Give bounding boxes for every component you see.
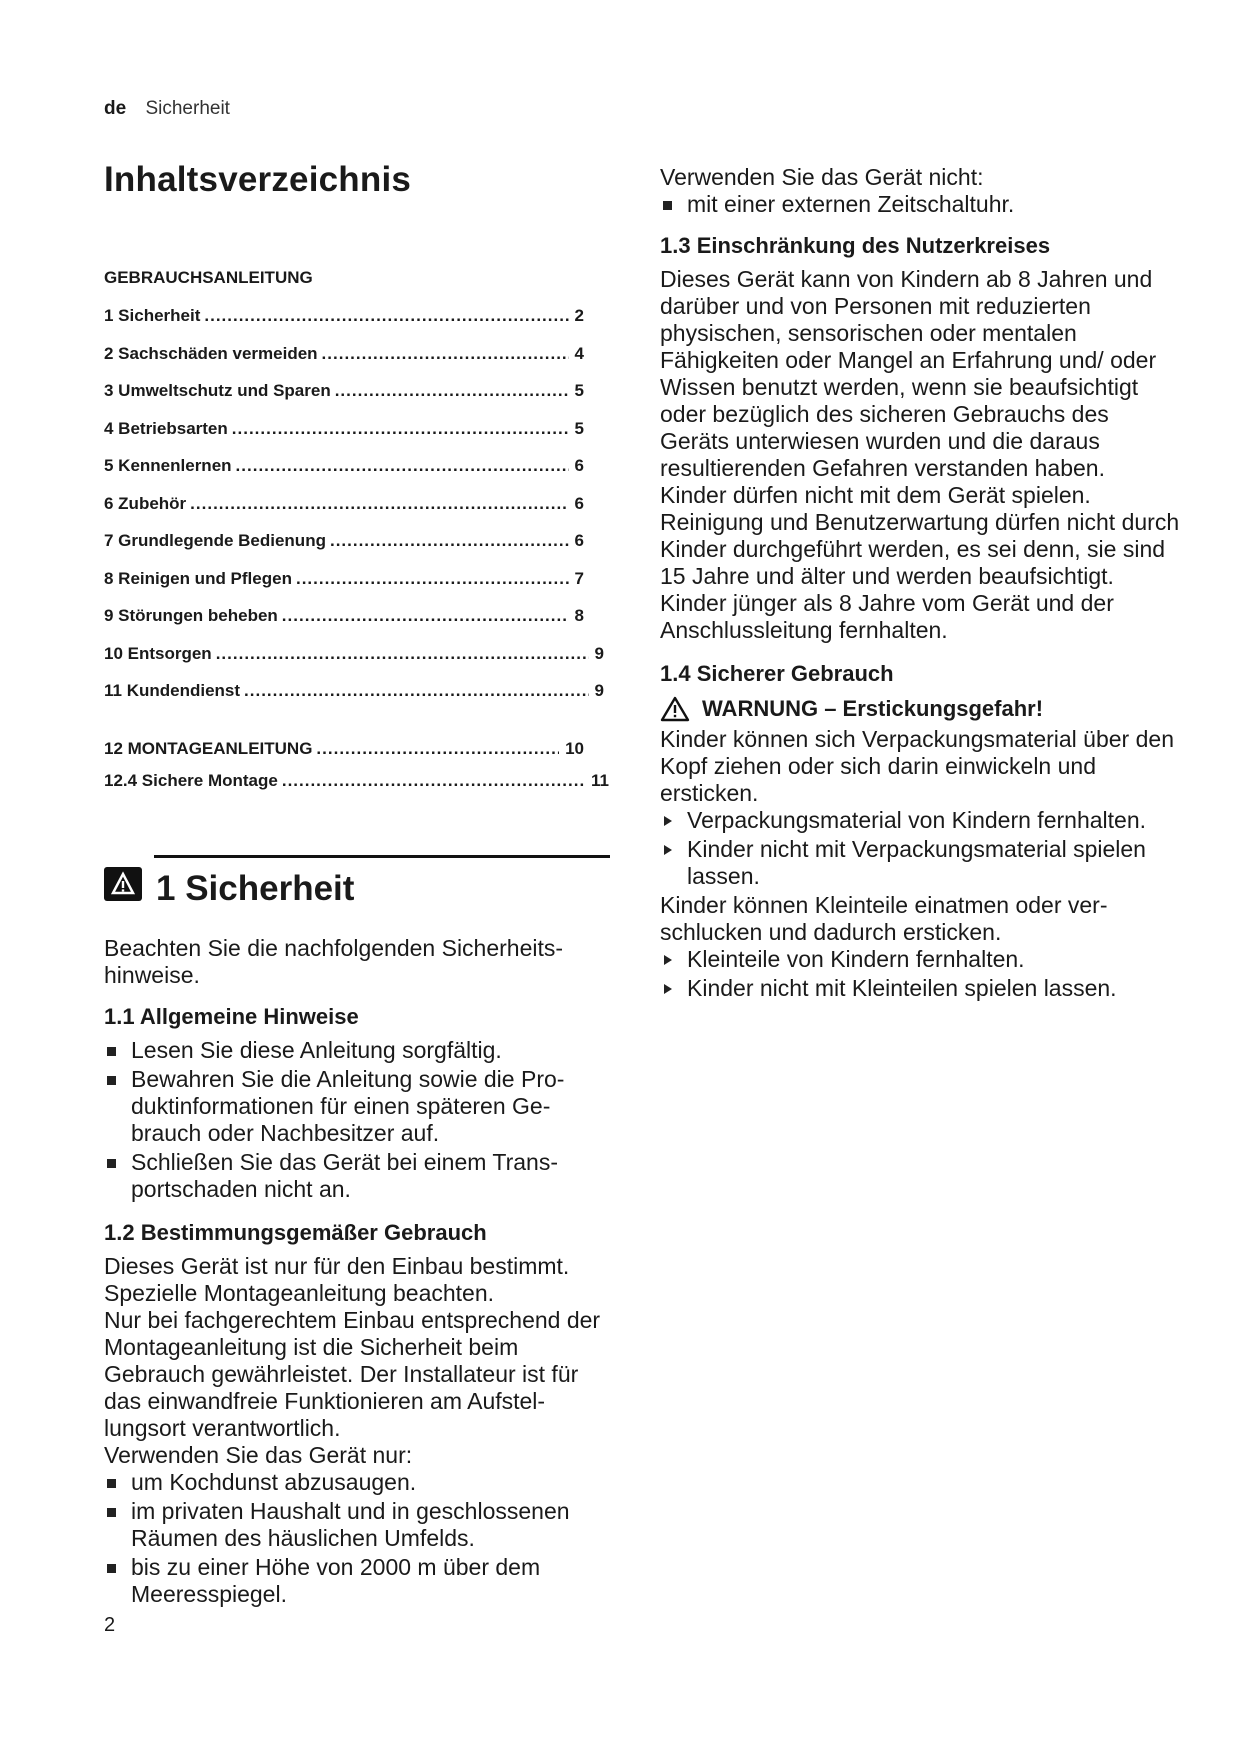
paragraph: Kinder dürfen nicht mit dem Gerät spielen. <box>660 482 1091 508</box>
toc-heading: GEBRAUCHSANLEITUNG <box>104 268 313 287</box>
action-item: Kinder nicht mit Verpackungsmaterial spielen lassen. <box>660 836 1180 890</box>
warning-heading <box>660 696 1180 722</box>
header-section: Sicherheit <box>145 98 230 119</box>
list-item: Bewahren Sie die Anleitung sowie die Produktinformationen für einen späteren Gebrauch oder Nachbesitzer auf. <box>104 1066 604 1147</box>
toc-entry[interactable]: 1 Sicherheit ..... 2 <box>104 306 584 344</box>
paragraph: Nur bei fachgerechtem Einbau entsprechend der Montageanleitung ist die Sicherheit beim Gebrauch gewährleistet. Der Installateur ist für das einwandfreie Funktionieren am Aufstellungsort verantwortlich. <box>104 1306 601 1441</box>
toc-title: Inhaltsverzeichnis <box>104 160 412 199</box>
paragraph: Verwenden Sie das Gerät nur: <box>104 1441 413 1468</box>
general-notes-list <box>104 1037 604 1203</box>
right-column <box>660 164 1180 1004</box>
paragraph: Verwenden Sie das Gerät nicht: <box>660 164 984 190</box>
toc-entry[interactable]: 8 Reinigen und Pflegen ..... 7 <box>104 569 584 607</box>
paragraph: Dieses Gerät ist nur für den Einbau bestimmt. Spezielle Montageanleitung beachten. <box>104 1252 570 1306</box>
warning-text: WARNUNG – Erstickungsgefahr! <box>702 696 1044 721</box>
toc-entry[interactable]: 7 Grundlegende Bedienung ..... 6 <box>104 531 584 569</box>
list-item: im privaten Haushalt und in geschlossenen Räumen des häuslichen Umfelds. <box>104 1498 604 1552</box>
toc-list <box>104 306 609 803</box>
list-item: Lesen Sie diese Anleitung sorgfältig. <box>104 1037 604 1064</box>
intended-use-list <box>104 1469 604 1608</box>
subsection-title: 1.4 Sicherer Gebrauch <box>660 661 894 686</box>
toc-entry[interactable]: 5 Kennenlernen ..... 6 <box>104 456 584 494</box>
intro-text: Beachten Sie die nachfolgenden Sicherheitshinweise. <box>104 934 564 988</box>
paragraph: Kinder können sich Verpackungsmaterial über den Kopf ziehen oder sich darin einwickeln und ersticken. <box>660 726 1174 806</box>
language-code: de <box>104 98 127 119</box>
section-rule <box>154 855 610 858</box>
toc-entry[interactable]: 10 Entsorgen ..... 9 <box>104 644 604 682</box>
list-item: mit einer externen Zeitschaltuhr. <box>660 191 1180 218</box>
subsection-title: 1.3 Einschränkung des Nutzerkreises <box>660 233 1051 258</box>
toc-entry[interactable]: 9 Störungen beheben ..... 8 <box>104 606 584 644</box>
paragraph: Reinigung und Benutzerwartung dürfen nicht durch Kinder durchgeführt werden, es sei denn, sie sind 15 Jahre und älter und werden beaufsichtigt. <box>660 509 1180 589</box>
subsection-title: 1.1 Allgemeine Hinweise <box>104 1003 359 1029</box>
toc-entry[interactable]: 6 Zubehör ..... 6 <box>104 494 584 532</box>
toc-entry[interactable]: 3 Umweltschutz und Sparen ..... 5 <box>104 381 584 419</box>
section-heading <box>104 855 604 935</box>
action-item: Kinder nicht mit Kleinteilen spielen lassen. <box>660 975 1180 1002</box>
paragraph: Kinder können Kleinteile einatmen oder verschlucken und dadurch ersticken. <box>660 892 1108 945</box>
page-number: 2 <box>104 1614 116 1636</box>
list-item: um Kochdunst abzusaugen. <box>104 1469 604 1496</box>
section-title: 1 Sicherheit <box>156 868 355 908</box>
running-header <box>104 98 230 120</box>
toc-entry[interactable]: 2 Sachschäden vermeiden ..... 4 <box>104 344 584 382</box>
action-list <box>660 946 1180 1002</box>
action-item: Kleinteile von Kindern fernhalten. <box>660 946 1180 973</box>
paragraph: Kinder jünger als 8 Jahre vom Gerät und der Anschlussleitung fernhalten. <box>660 590 1114 643</box>
prohibited-use-list <box>660 191 1180 218</box>
subsection-title: 1.2 Bestimmungsgemäßer Gebrauch <box>104 1219 487 1245</box>
warning-icon <box>660 696 690 722</box>
paragraph: Dieses Gerät kann von Kindern ab 8 Jahren und darüber und von Personen mit reduzierten physischen, sensorischen oder mentalen Fähigkeiten oder Mangel an Erfahrung und/ oder Wissen benutzt werden, wenn sie beaufsichtigt oder bezüglich des sicheren Gebrauchs des Geräts unterwiesen wurden und die daraus resultierenden Gefahren verstanden haben. <box>660 266 1157 481</box>
toc-entry[interactable]: 4 Betriebsarten ..... 5 <box>104 419 584 457</box>
manual-icon <box>104 867 142 901</box>
toc-entry[interactable]: 12 MONTAGEANLEITUNG ..... 10 <box>104 739 584 771</box>
toc-entry[interactable]: 12.4 Sichere Montage ..... 11 <box>104 771 609 803</box>
action-item: Verpackungsmaterial von Kindern fernhalten. <box>660 807 1180 834</box>
list-item: Schließen Sie das Gerät bei einem Transportschaden nicht an. <box>104 1149 604 1203</box>
toc-entry[interactable]: 11 Kundendienst ..... 9 <box>104 681 604 719</box>
left-column <box>104 160 609 1610</box>
list-item: bis zu einer Höhe von 2000 m über dem Meeresspiegel. <box>104 1554 604 1608</box>
action-list <box>660 807 1180 890</box>
